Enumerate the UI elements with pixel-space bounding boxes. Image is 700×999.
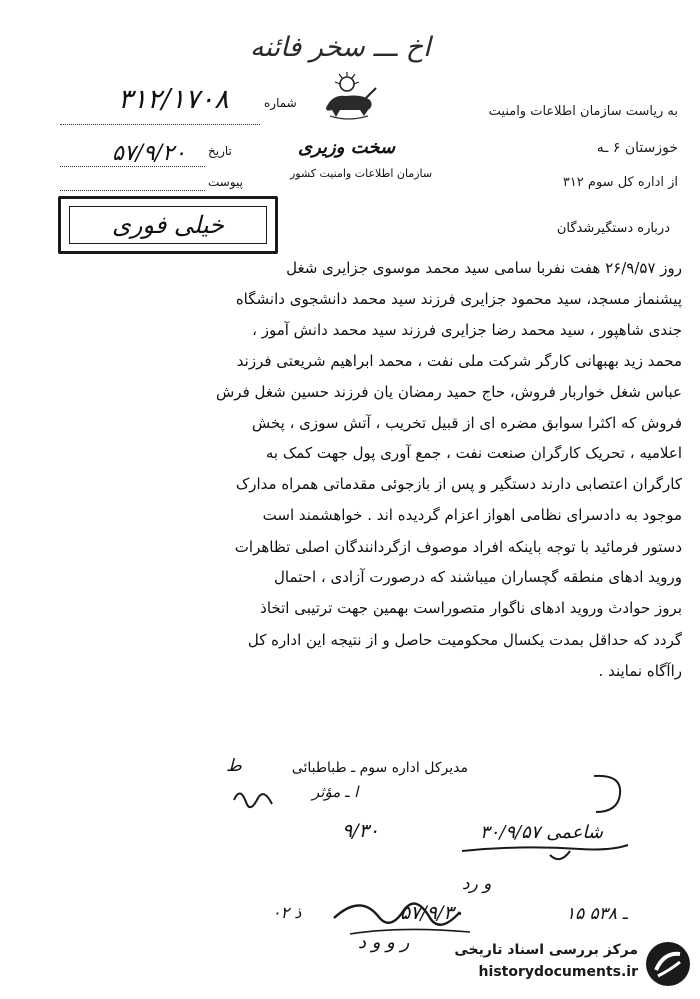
- bottom-note-number: ۱۵ ـ ۵۳۸: [566, 904, 628, 924]
- body-line: موجود به دادسرای نظامی اهواز اعزام گردیده اند . خواهشمند است: [262, 506, 682, 524]
- archive-watermark: [440, 934, 700, 994]
- classification-mark: سخت وزیری: [298, 137, 396, 158]
- body-line: دستور فرمائید با توجه باینکه افراد موصوف ازگردانندگان اصلی تظاهرات: [234, 538, 682, 556]
- handwritten-signature-icon: [228, 780, 388, 820]
- lion-sun-emblem-icon: [318, 70, 380, 124]
- date-label: تاریخ: [208, 144, 232, 158]
- attachment-underline: [60, 190, 205, 191]
- watermark-title: مرکز بررسی اسناد تاریخی: [454, 942, 638, 958]
- body-line: راآگاه نمایند .: [598, 662, 682, 680]
- body-line: اعلامیه ، تحریک کارگران صنعت نفت ، جمع آوری پول جهت کمک به: [265, 444, 682, 462]
- signatory-department: مدیرکل اداره سوم ـ طباطبائی: [291, 760, 468, 776]
- date-underline: [60, 166, 205, 167]
- number-label: شماره: [264, 96, 297, 110]
- body-line: بروز حوادث وروید ادهای ناگوار متصوراست بهمین جهت ترتیبی اتخاذ: [260, 599, 682, 617]
- top-handwritten-note: اخ ـــ سخر فائنه: [250, 32, 431, 63]
- underline-stroke-icon: [460, 841, 630, 867]
- urgent-stamp: [58, 196, 278, 254]
- document-date: ۵۷/۹/۲۰: [112, 141, 186, 166]
- sender-line: از اداره کل سوم ۳۱۲: [562, 175, 678, 190]
- body-line: کارگران اعتصابی دارند دستگیر و پس از بازجوئی مقدماتی همراه مدارک: [235, 475, 682, 493]
- body-line: پیشنماز مسجد، سید محمود جزایری فرزند سید محمد دانشجوی دانشگاه: [235, 290, 682, 308]
- document-number: ۳۱۲/۱۷۰۸: [118, 84, 229, 115]
- organization-line: سازمان اطلاعات وامنیت کشور: [290, 167, 433, 180]
- attachment-label: پیوست: [208, 175, 243, 189]
- body-line: جندی شاهپور ، سید محمد رضا جزایری فرزند سید محمد دانش آموز ،: [252, 321, 682, 339]
- body-line: وروید ادهای منطقه گچساران میباشند که درصورت آزادی ، احتمال: [274, 568, 682, 586]
- body-line: روز ۲۶/۹/۵۷ هفت نفربا سامی سید محمد موسوی جزایری شغل: [286, 259, 682, 277]
- subject-line: درباره دستگیرشدگان: [556, 221, 670, 236]
- body-line: گردد که حداقل بمدت یکسال محکومیت حاصل و از نتیجه این اداره کل: [247, 631, 682, 649]
- body-line: فروش که اکثرا سوابق مضره ای از قبیل تخریب ، آتش سوزی ، پخش: [251, 414, 682, 432]
- bottom-note-date: ۵۷/۹/۳۰: [400, 902, 464, 924]
- watermark-url: historydocuments.ir: [478, 964, 638, 980]
- number-underline: [60, 124, 260, 125]
- handwritten-date: ۹/۳۰: [342, 820, 380, 842]
- pen-mark-icon: [586, 772, 626, 816]
- bottom-note: ذ ۰۲: [272, 903, 302, 922]
- signature-initial: ط: [226, 756, 242, 776]
- stamp-text: خیلی فوری: [112, 211, 224, 239]
- bottom-note: ر و و د: [358, 932, 410, 953]
- province-line: خوزستان ۶ ـه: [596, 140, 678, 156]
- bottom-note: و رد: [462, 874, 492, 894]
- recipient-line: به ریاست سازمان اطلاعات وامنیت: [488, 104, 678, 119]
- handwritten-referral: شاعمی ۳۰/۹/۵۷: [480, 822, 603, 843]
- archive-logo-icon: [644, 940, 692, 988]
- body-line: محمد زید بهبهانی کارگر شرکت ملی نفت ، محمد ابراهیم شریعتی فرزند: [236, 352, 682, 370]
- body-line: عباس شغل خواربار فروش، حاج حمید رمضان یان فرزند حسین شغل فرش: [216, 383, 682, 401]
- signature-note: ا ـ مؤثر: [312, 783, 359, 801]
